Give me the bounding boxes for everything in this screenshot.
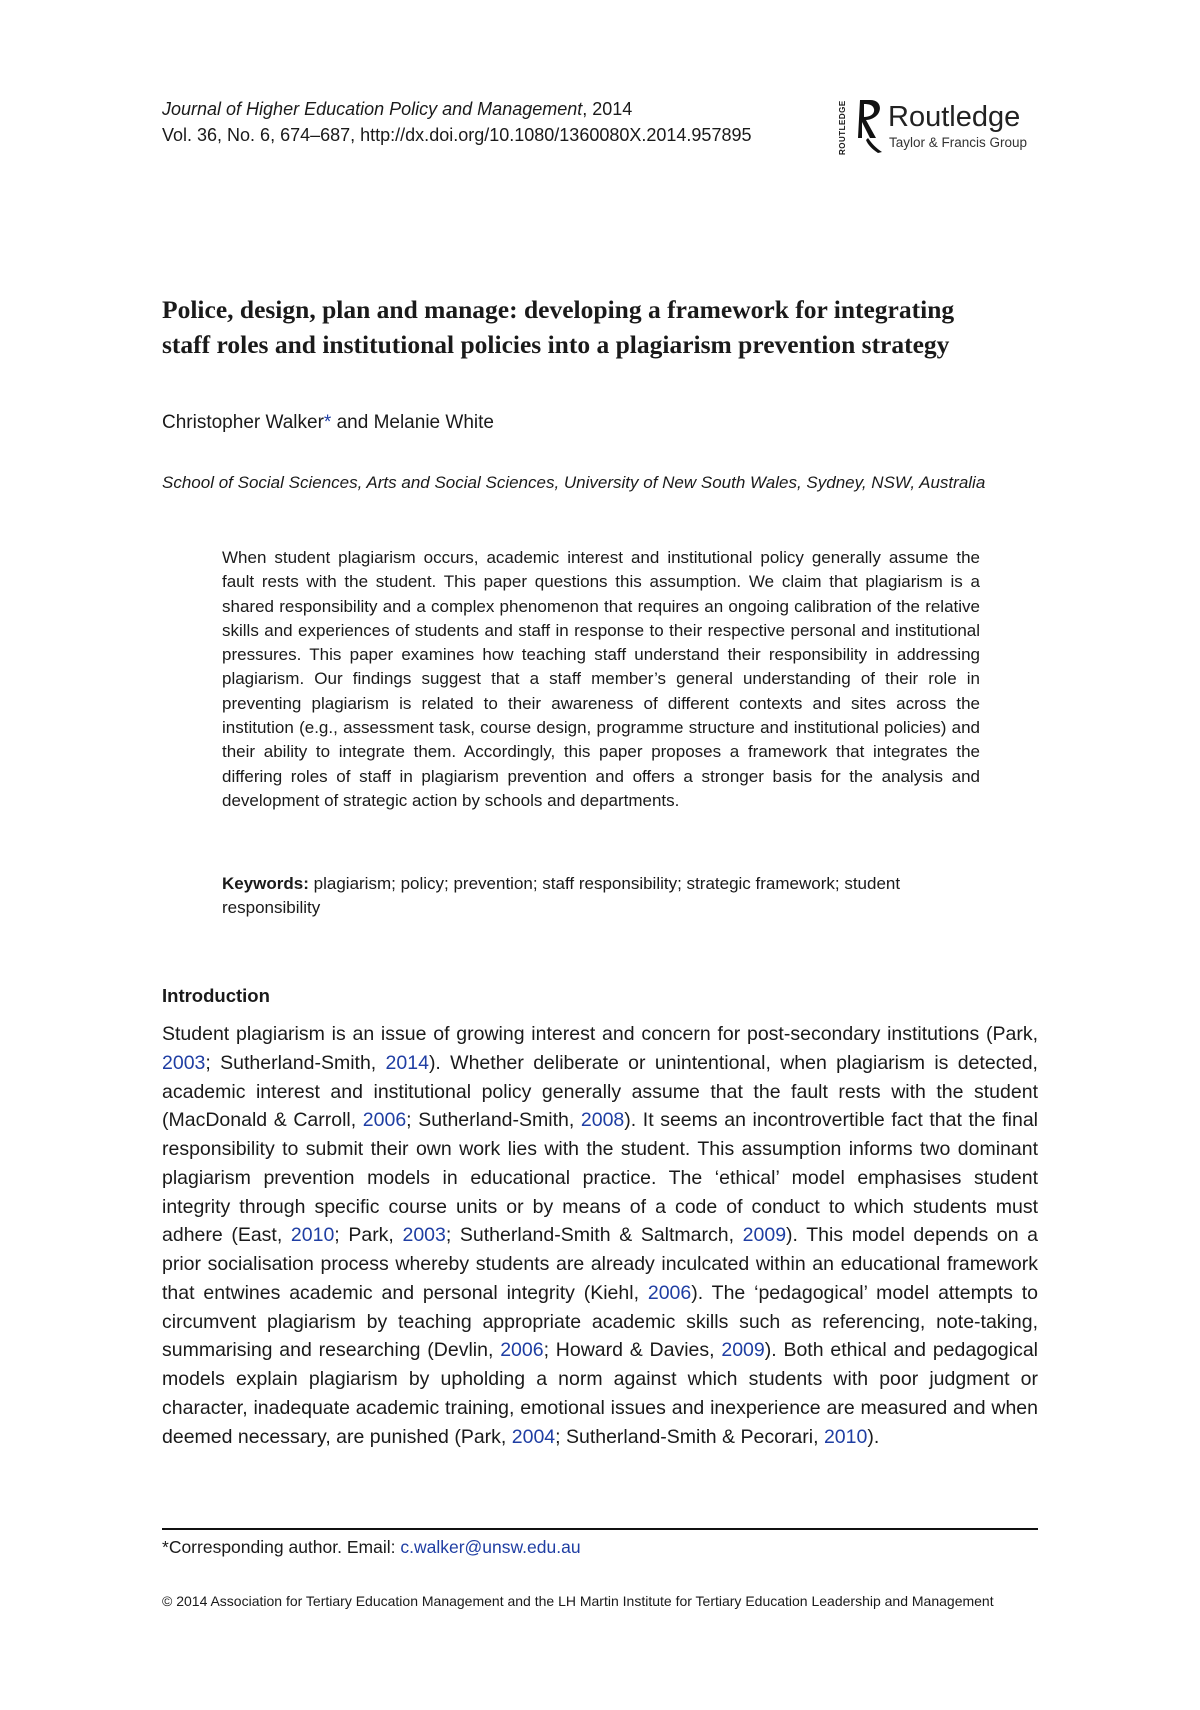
routledge-r-icon xyxy=(856,98,884,154)
journal-name: Journal of Higher Education Policy and Management xyxy=(162,99,583,119)
citation-link[interactable]: 2010 xyxy=(823,1425,868,1448)
text-segment: Student plagiarism is an issue of growing interest and concern for post-secondary institutions (Park, xyxy=(162,1023,1038,1045)
corresponding-author-marker[interactable]: * xyxy=(323,412,332,433)
citation-link[interactable]: 2004 xyxy=(511,1425,556,1448)
citation-link[interactable]: 2006 xyxy=(362,1109,407,1132)
publisher-name: Routledge xyxy=(888,101,1021,133)
citation-link[interactable]: 2006 xyxy=(500,1339,544,1362)
citation-link[interactable]: 2010 xyxy=(290,1224,335,1247)
section-heading-introduction: Introduction xyxy=(162,985,270,1006)
article-title: Police, design, plan and manage: developing a framework for integrating staff roles and institutional policies into a plagiarism prevention strategy xyxy=(162,295,955,359)
text-segment: ). xyxy=(867,1425,880,1448)
journal-header xyxy=(162,96,751,148)
volume-doi-line: Vol. 36, No. 6, 674–687, http://dx.doi.org/10.1080/1360080X.2014.957895 xyxy=(162,125,752,145)
author-walker: Christopher Walker xyxy=(162,412,324,433)
text-segment: ; Sutherland-Smith, xyxy=(205,1051,386,1074)
text-segment: ). The ‘pedagogical’ model attempts to circumvent plagiarism by teaching appropriate academic skills such as referencing, note-taking, summarising and researching (Devlin, xyxy=(162,1281,1038,1362)
text-segment: ; Sutherland-Smith, xyxy=(406,1109,581,1132)
journal-citation-line xyxy=(162,96,751,122)
text-segment: ). Whether deliberate or unintentional, when plagiarism is detected, academic interest and institutional policy generally assume that the fault rests with the student (MacDonald & Carroll, xyxy=(162,1051,1038,1132)
text-segment: ). This model depends on a prior socialisation process whereby students are already inculcated within an educational framework that entwines academic and personal integrity (Kiehl, xyxy=(162,1224,1039,1304)
footnote-label: Corresponding author. Email: xyxy=(168,1537,401,1557)
journal-year: , 2014 xyxy=(582,99,633,119)
keywords xyxy=(222,872,980,921)
text-segment: ; Park, xyxy=(334,1224,403,1247)
introduction-paragraph xyxy=(162,1020,1038,1451)
footnote-divider xyxy=(162,1528,1038,1530)
citation-link[interactable]: 2006 xyxy=(647,1281,692,1304)
copyright-notice: © 2014 Association for Tertiary Education Management and the LH Martin Institute for Tertiary Education Leadership and Management xyxy=(162,1593,994,1609)
affiliation: School of Social Sciences, Arts and Social Sciences, University of New South Wales, Sydney, NSW, Australia xyxy=(162,473,986,492)
publisher-logo xyxy=(838,98,1038,158)
citation-link[interactable]: 2003 xyxy=(402,1224,446,1247)
corresponding-author-footnote xyxy=(162,1535,581,1559)
publisher-subtitle: Taylor & Francis Group xyxy=(889,135,1028,150)
text-segment: ). Both ethical and pedagogical models explain plagiarism by upholding a norm against which students with poor judgment or character, inadequate academic training, emotional issues and inexperience are measured and when deemed necessary, are punished (Park, xyxy=(162,1339,1038,1448)
citation-link[interactable]: 2014 xyxy=(385,1051,429,1074)
keywords-list: plagiarism; policy; prevention; staff responsibility; strategic framework; student responsibility xyxy=(222,874,901,918)
logo-vertical-text: ROUTLEDGE xyxy=(838,100,847,156)
text-segment: ; Sutherland-Smith & Pecorari, xyxy=(555,1425,824,1448)
citation-link[interactable]: 2008 xyxy=(580,1109,625,1132)
author-white: and Melanie White xyxy=(331,412,494,433)
abstract: When student plagiarism occurs, academic interest and institutional policy generally assume the fault rests with the student. This paper questions this assumption. We claim that plagiarism is a shared responsibility and a complex phenomenon that requires an ongoing calibration of the relative skills and experiences of students and staff in response to their respective personal and institutional pressures. This paper examines how teaching staff understand their responsibility in addressing plagiarism. Our findings suggest that a staff member’s general understanding of their role in preventing plagiarism is related to their awareness of different contexts and sites across the institution (e.g., assessment task, course design, programme structure and institutional policies) and their ability to integrate them. Accordingly, this paper proposes a framework that integrates the differing roles of staff in plagiarism prevention and offers a stronger basis for the analysis and development of strategic action by schools and departments. xyxy=(222,548,980,810)
footnote-marker: * xyxy=(162,1537,169,1557)
keywords-label: Keywords: xyxy=(222,874,309,893)
authors-line xyxy=(162,410,494,436)
citation-link[interactable]: 2009 xyxy=(721,1339,765,1362)
citation-link[interactable]: 2009 xyxy=(742,1224,787,1247)
text-segment: ; Sutherland-Smith & Saltmarch, xyxy=(445,1224,743,1247)
citation-link[interactable]: 2003 xyxy=(162,1051,206,1074)
text-segment: ; Howard & Davies, xyxy=(543,1339,722,1362)
author-email-link[interactable]: c.walker@unsw.edu.au xyxy=(400,1537,581,1557)
text-segment: ). It seems an incontrovertible fact that the final responsibility to submit their own work lies with the student. This assumption informs two dominant plagiarism prevention models in educational practice. The ‘ethical’ model emphasises student integrity through specific course units or by means of a code of conduct to which students must adhere (East, xyxy=(162,1109,1038,1247)
